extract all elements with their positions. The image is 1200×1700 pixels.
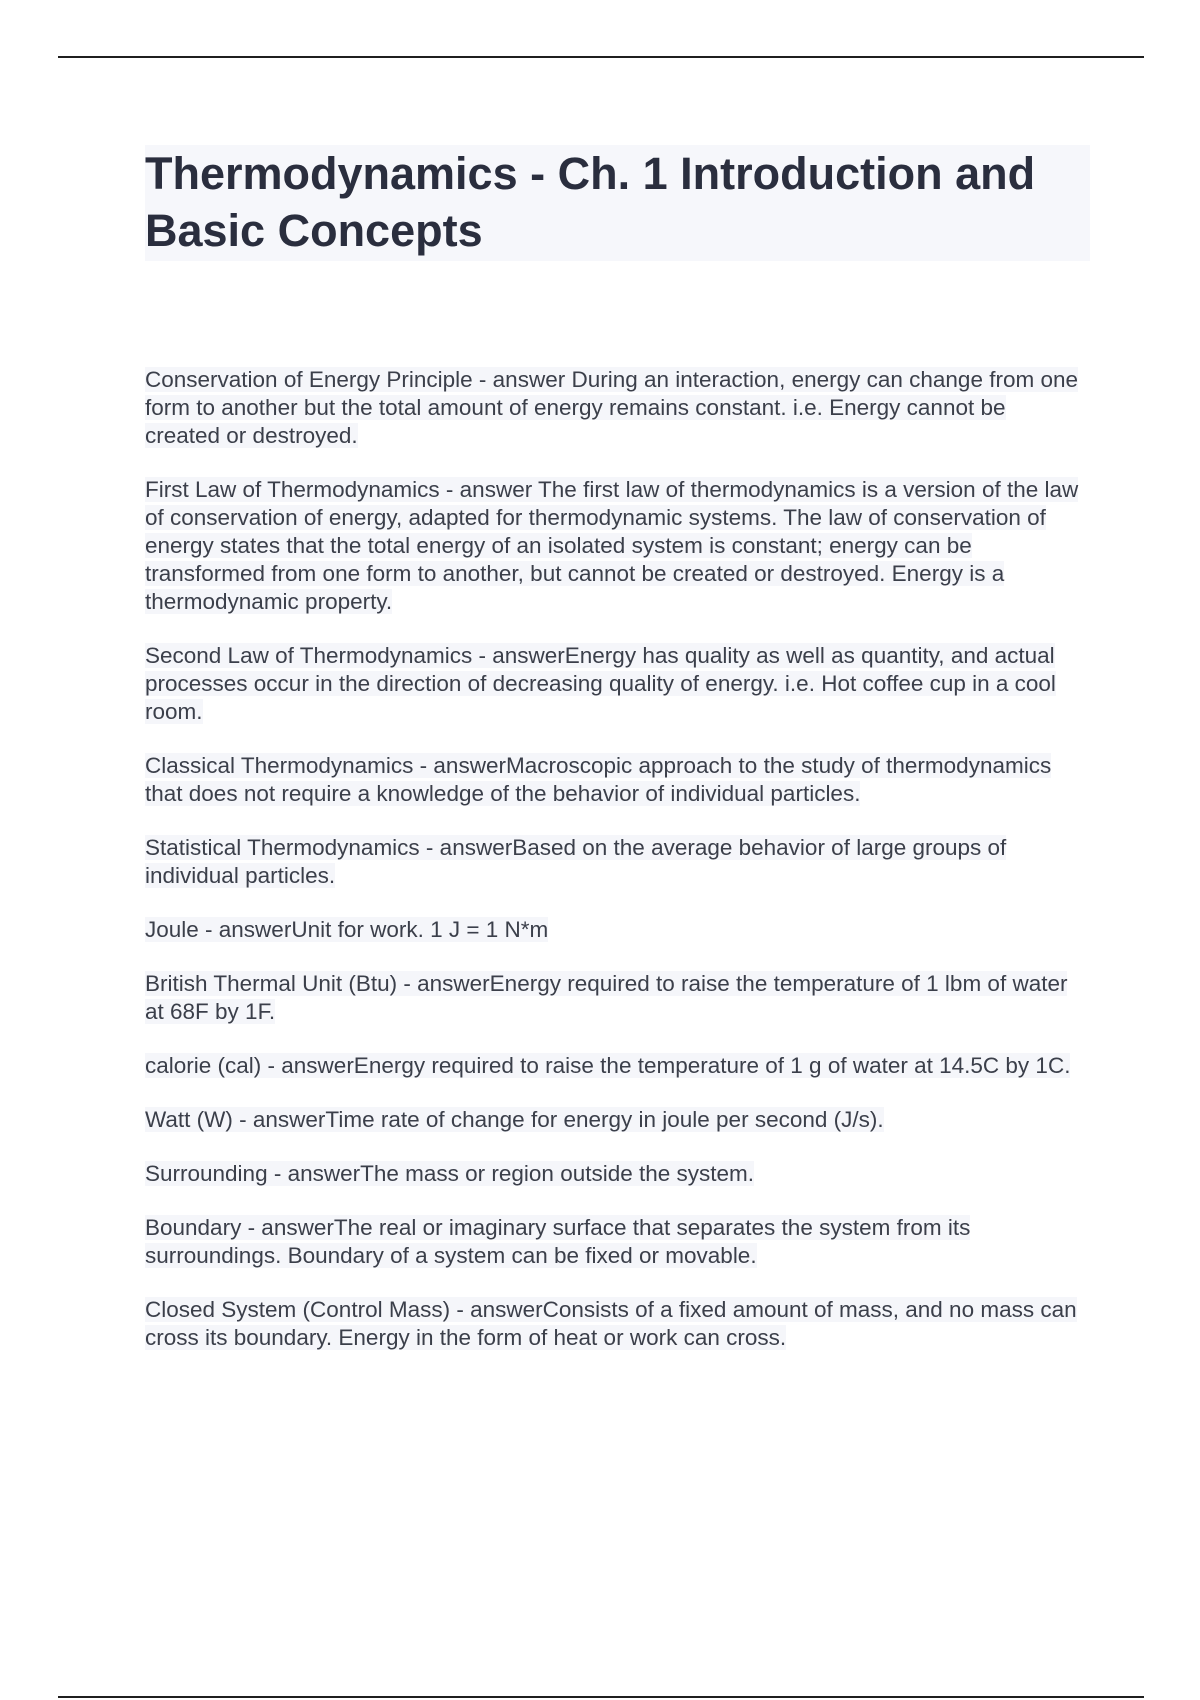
flashcard-entry: Watt (W) - answerTime rate of change for energy in joule per second (J/s).	[145, 1107, 884, 1132]
flashcard-entry: Closed System (Control Mass) - answerConsists of a fixed amount of mass, and no mass can cross its boundary. Energy in the form of heat or work can cross.	[145, 1297, 1077, 1350]
flashcard-entry: Conservation of Energy Principle - answer During an interaction, energy can change from one form to another but the total amount of energy remains constant. i.e. Energy cannot be created or destroyed.	[145, 367, 1079, 448]
title-block	[145, 145, 1090, 261]
flashcard-entry: First Law of Thermodynamics - answer The first law of thermodynamics is a version of the law of conservation of energy, adapted for thermodynamic systems. The law of conservation of energy states that the total energy of an isolated system is constant; energy can be transformed from one form to another, but cannot be created or destroyed. Energy is a thermodynamic property.	[145, 477, 1079, 614]
flashcard-entry: Statistical Thermodynamics - answerBased on the average behavior of large groups of individual particles.	[145, 835, 1007, 888]
bottom-rule	[58, 1696, 1144, 1698]
flashcard-entry: Classical Thermodynamics - answerMacroscopic approach to the study of thermodynamics that does not require a knowledge of the behavior of individual particles.	[145, 753, 1052, 806]
flashcard-entry: British Thermal Unit (Btu) - answerEnergy required to raise the temperature of 1 lbm of water at 68F by 1F.	[145, 971, 1068, 1024]
flashcard-entry: Joule - answerUnit for work. 1 J = 1 N*m	[145, 917, 549, 942]
flashcard-entry: Boundary - answerThe real or imaginary surface that separates the system from its surroundings. Boundary of a system can be fixed or movable.	[145, 1215, 971, 1268]
flashcard-entry: Second Law of Thermodynamics - answerEnergy has quality as well as quantity, and actual processes occur in the direction of decreasing quality of energy. i.e. Hot coffee cup in a cool room.	[145, 643, 1056, 724]
flashcard-entry: calorie (cal) - answerEnergy required to raise the temperature of 1 g of water at 14.5C by 1C.	[145, 1053, 1071, 1078]
flashcard-list	[145, 366, 1080, 1378]
flashcard-entry: Surrounding - answerThe mass or region outside the system.	[145, 1161, 755, 1186]
page-title: Thermodynamics - Ch. 1 Introduction and Basic Concepts	[145, 148, 1036, 256]
top-rule	[58, 56, 1144, 58]
